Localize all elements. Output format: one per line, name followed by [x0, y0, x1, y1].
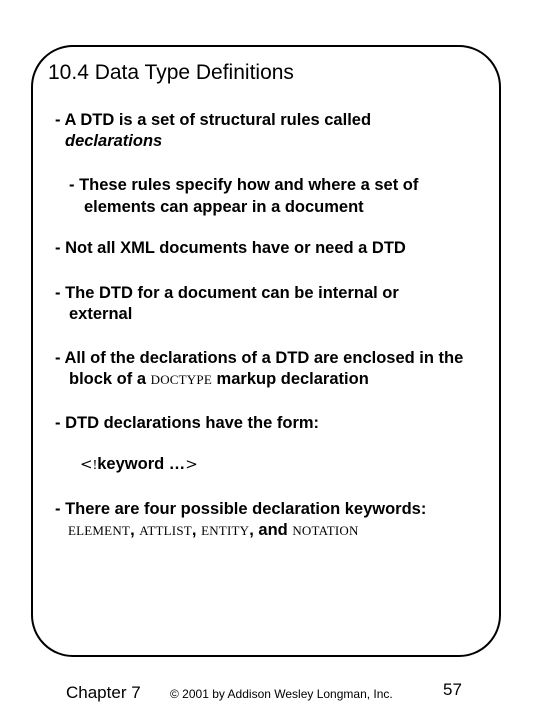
keyword-entity: ENTITY — [201, 523, 250, 538]
bullet-not-all-xml: - Not all XML documents have or need a DTD — [55, 239, 406, 257]
enclosed-text-pre: block of a — [69, 370, 151, 388]
bullet-form: - DTD declarations have the form: — [55, 414, 320, 432]
footer-chapter: Chapter 7 — [66, 683, 141, 702]
declaration-form — [80, 455, 198, 474]
bullet-keywords: - There are four possible declaration keywords: — [55, 500, 427, 518]
keyword-attlist: ATTLIST — [139, 523, 192, 538]
keyword-notation: NOTATION — [292, 523, 359, 538]
enclosed-text-post: markup declaration — [211, 370, 369, 388]
bullet-enclosed-cont — [69, 369, 369, 390]
doctype-code: DOCTYPE — [150, 372, 212, 387]
keyword-text: keyword — [97, 455, 165, 473]
close-angle: > — [185, 455, 198, 473]
slide-title: 10.4 Data Type Definitions — [48, 61, 294, 84]
bang: ! — [92, 458, 98, 473]
footer-copyright: © 2001 by Addison Wesley Longman, Inc. — [170, 687, 393, 701]
keyword-element: ELEMENT — [68, 523, 131, 538]
keyword-sep-2: , — [191, 521, 202, 539]
bullet-internal-external-cont: external — [69, 305, 133, 323]
keyword-sep-1: , — [130, 521, 140, 539]
open-angle: < — [80, 455, 93, 473]
subbullet-rules: - These rules specify how and where a set of — [69, 176, 419, 194]
bullet-internal-external: - The DTD for a document can be internal or — [55, 284, 399, 302]
bullet-enclosed: - All of the declarations of a DTD are enclosed in the — [55, 349, 464, 367]
bullet-dtd-definition: - A DTD is a set of structural rules called — [55, 111, 372, 129]
footer-page-number: 57 — [443, 680, 462, 699]
subbullet-rules-cont: elements can appear in a document — [84, 198, 364, 216]
bullet-dtd-definition-term: declarations — [65, 132, 163, 150]
keyword-list — [68, 520, 359, 541]
keyword-sep-3: , and — [249, 521, 293, 539]
ellipsis: … — [164, 455, 186, 473]
